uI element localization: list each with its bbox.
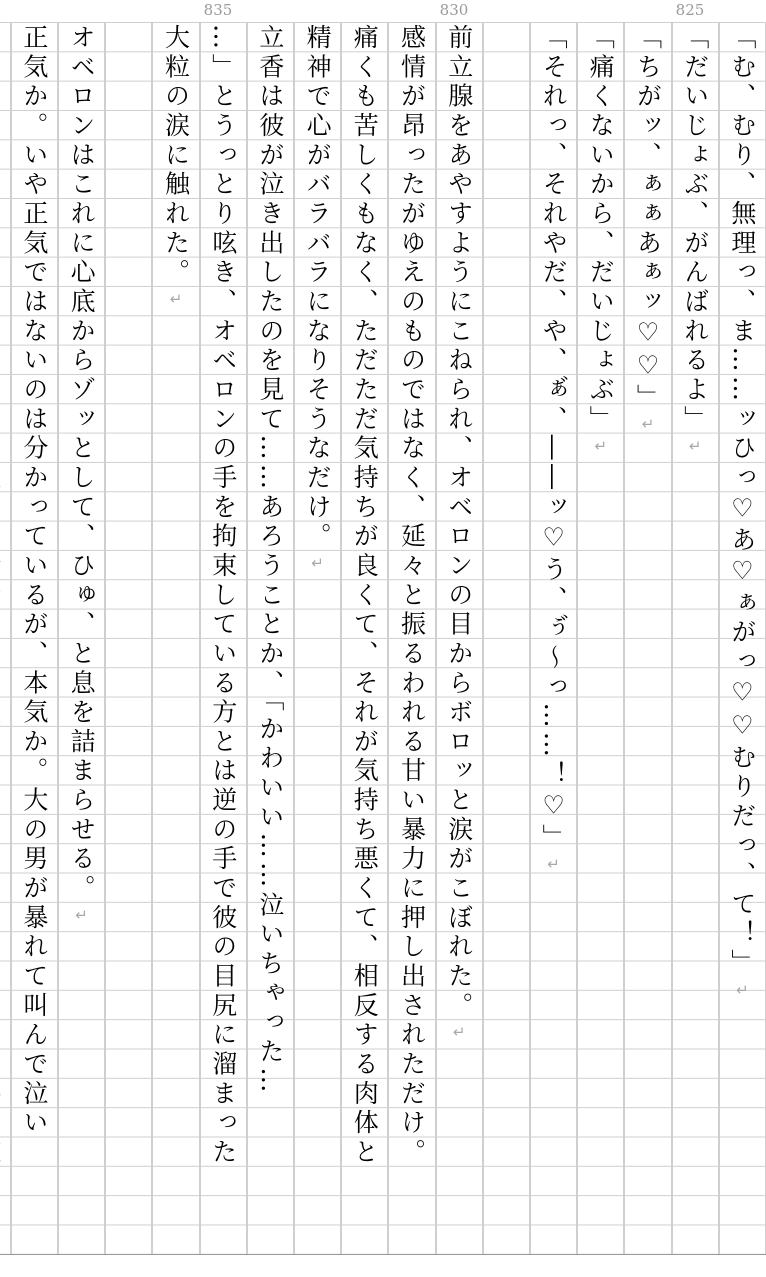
text-column: [200, 22, 247, 1254]
column-text[interactable]: 大粒の涙に触れた。: [161, 24, 191, 288]
line-number-825: 825: [675, 1, 705, 19]
text-column: [624, 22, 671, 1254]
return-mark-icon: ↵: [311, 553, 324, 572]
text-column: [719, 22, 766, 1254]
column-text[interactable]: 痛くも苦しくもなく、ただただ気持ちが良くて、それが気持ち悪くて、相反する肉体と: [350, 24, 380, 1168]
column-text[interactable]: 精神で心がバラバラになりそうなだけ。: [303, 24, 333, 552]
return-mark-icon: ↵: [688, 436, 702, 455]
return-mark-icon: ↵: [736, 980, 749, 999]
text-column: [105, 22, 152, 1254]
text-column: [341, 22, 388, 1254]
column-text[interactable]: 感情が昂ったがゆえのものではなく、延々と振るわれる甘い暴力に押し出されただけ。: [397, 24, 427, 1168]
line-number-835: 835: [203, 1, 233, 19]
column-text[interactable]: 「それっ、それやだ、や、ぁ゙、――ッ♡う、ぅ゙～っ……！♡」: [539, 24, 569, 854]
return-mark-icon: ↵: [594, 436, 608, 455]
column-text[interactable]: 「痛くないから、だいじょぶ」: [586, 24, 616, 435]
column-text[interactable]: 「む、むり、無理っ、ま……ッひっ♡あ♡ぁがっ♡♡むりだっ、て！」: [727, 24, 757, 979]
bottom-rule: [0, 1254, 766, 1255]
return-mark-icon: ↵: [452, 1023, 466, 1042]
text-column: [58, 22, 105, 1254]
text-column: [11, 22, 58, 1254]
text-column: [577, 22, 624, 1254]
text-column: [483, 22, 530, 1254]
column-text[interactable]: 「だいじょぶ、がんばれるよ」: [680, 24, 710, 435]
column-text[interactable]: 正気か。いや正気ではないのは分かっているが、本気か。大の男が暴れて叫んで泣い: [19, 24, 49, 1139]
text-column: [530, 22, 577, 1254]
text-column: [388, 22, 435, 1254]
text-column: [294, 22, 341, 1254]
column-text[interactable]: オベロンはこれに心底からゾッとして、ひゅ、と息を詰まらせる。: [67, 24, 97, 904]
text-column: [152, 22, 199, 1254]
return-mark-icon: ↵: [169, 289, 183, 308]
column-text[interactable]: 前立腺をあやすようにこねられ、オベロンの目からボロッと涙がこぼれた。: [444, 24, 474, 1022]
text-column: [436, 22, 483, 1254]
return-mark-icon: ↵: [641, 415, 655, 434]
return-mark-icon: ↵: [547, 855, 560, 874]
text-column: [0, 22, 11, 1254]
text-column: [672, 22, 719, 1254]
column-text[interactable]: 「ちがッ、ぁぁあぁッ♡♡」: [633, 24, 663, 414]
line-number-ruler: [0, 0, 766, 23]
return-mark-icon: ↵: [75, 905, 88, 924]
column-text[interactable]: …」とうっとり呟き、オベロンの手を拘束している方とは逆の手で彼の目尻に溜まった: [208, 24, 238, 1168]
column-text[interactable]: 立香は彼が泣き出したのを見て……あろうことか、「かわいい……泣いちゃった…: [255, 24, 285, 1097]
text-column: [247, 22, 294, 1254]
line-number-830: 830: [439, 1, 469, 19]
